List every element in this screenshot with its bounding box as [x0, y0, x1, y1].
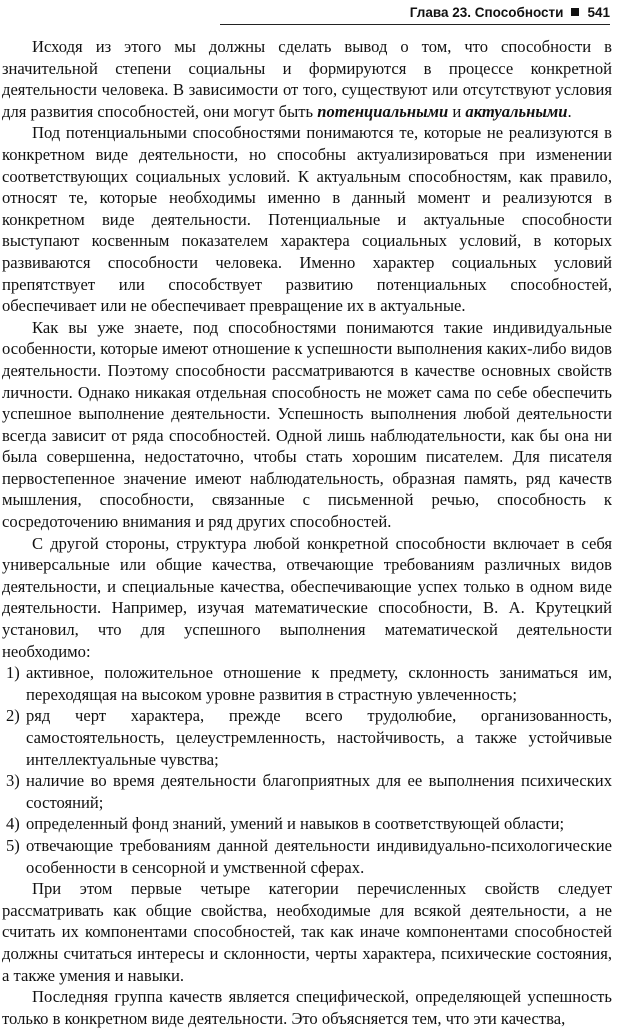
list-item: 5) отвечающие требованиям данной деятельности индивидуально-психологические особенности в сенсорной и умственной сферах.: [6, 835, 612, 877]
page-body: [2, 36, 612, 1029]
list-item: 4) определенный фонд знаний, умений и навыков в соответствующей области;: [6, 814, 565, 834]
running-head: [220, 0, 610, 25]
paragraph-5: При этом первые четыре категории перечисленных свойств следует рассматривать как общие свойства, необходимые для всякой деятельности, а не считать их компонентами способностей, так как иначе компонентами способностей должны считаться интересы и склонности, черты характера, психические состояния, а также умения и навыки.: [2, 879, 612, 985]
chapter-title: Глава 23. Способности: [409, 4, 564, 20]
term-potential: потенциальными: [317, 101, 449, 121]
list-item: 2) ряд черт характера, прежде всего трудолюбие, организованность, самостоятельность, целеустремленность, настойчивость, а также устойчивые интеллектуальные чувства;: [6, 706, 612, 769]
square-bullet-icon: [571, 8, 579, 16]
list-item: 3) наличие во время деятельности благоприятных для ее выполнения психических состояний;: [6, 771, 612, 812]
paragraph-2: Под потенциальными способностями понимаются те, которые не реализуются в конкретном виде деятельности, но способны актуализироваться при изменении соответствующих социальных условий. К актуальным способностям, как правило, относят те, которые необходимы именно в данный момент и реализуются в конкретном виде деятельности. Потенциальные и актуальные способности выступают косвенным показателем характера социальных условий, в которых развиваются способности человека. Именно характер социальных условий препятствует или способствует развитию потенциальных способностей, обеспечивает или не обеспечивает превращение их в актуальные.: [2, 123, 612, 316]
term-actual: актуальными: [465, 101, 568, 121]
paragraph-6: Последняя группа качеств является специфической, определяющей успешность только в конкретном виде деятельности. Это объясняется тем, что эти качества,: [2, 987, 612, 1028]
paragraph-1: Исходя из этого мы должны сделать вывод о том, что способности в значительной степени социальны и формируются в процессе конкретной деятельности человека. В зависимости от того, существуют или отсутствуют условия для развития способностей, они могут быть потенциальными и актуальными.: [2, 37, 612, 121]
page-number: 541: [587, 4, 610, 20]
paragraph-4: С другой стороны, структура любой конкретной способности включает в себя универсальные или общие качества, отвечающие требованиям различных видов деятельности, и специальные качества, обеспечивающие успех только в одном виде деятельности. Например, изучая математические способности, В. А. Крутецкий установил, что для успешного выполнения математической деятельности необходимо:: [2, 533, 612, 661]
paragraph-3: Как вы уже знаете, под способностями понимаются такие индивидуальные особенности, которые имеют отношение к успешности выполнения каких-либо видов деятельности. Поэтому способности рассматриваются в качестве основных свойств личности. Однако никакая отдельная способность не может сама по себе обеспечить успешное выполнение деятельности. Успешность выполнения любой деятельности всегда зависит от ряда способностей. Одной лишь наблюдательности, как бы она ни была совершенна, недостаточно, чтобы стать хорошим писателем. Для писателя первостепенное значение имеют наблюдательность, образная память, ряд качеств мышления, способности, связанные с письменной речью, способность к сосредоточению внимания и ряд других способностей.: [2, 317, 612, 532]
list-item: 1) активное, положительное отношение к предмету, склонность заниматься им, переходящая на высоком уровне развития в страстную увлеченность;: [6, 663, 612, 704]
requirements-list: [2, 662, 612, 878]
